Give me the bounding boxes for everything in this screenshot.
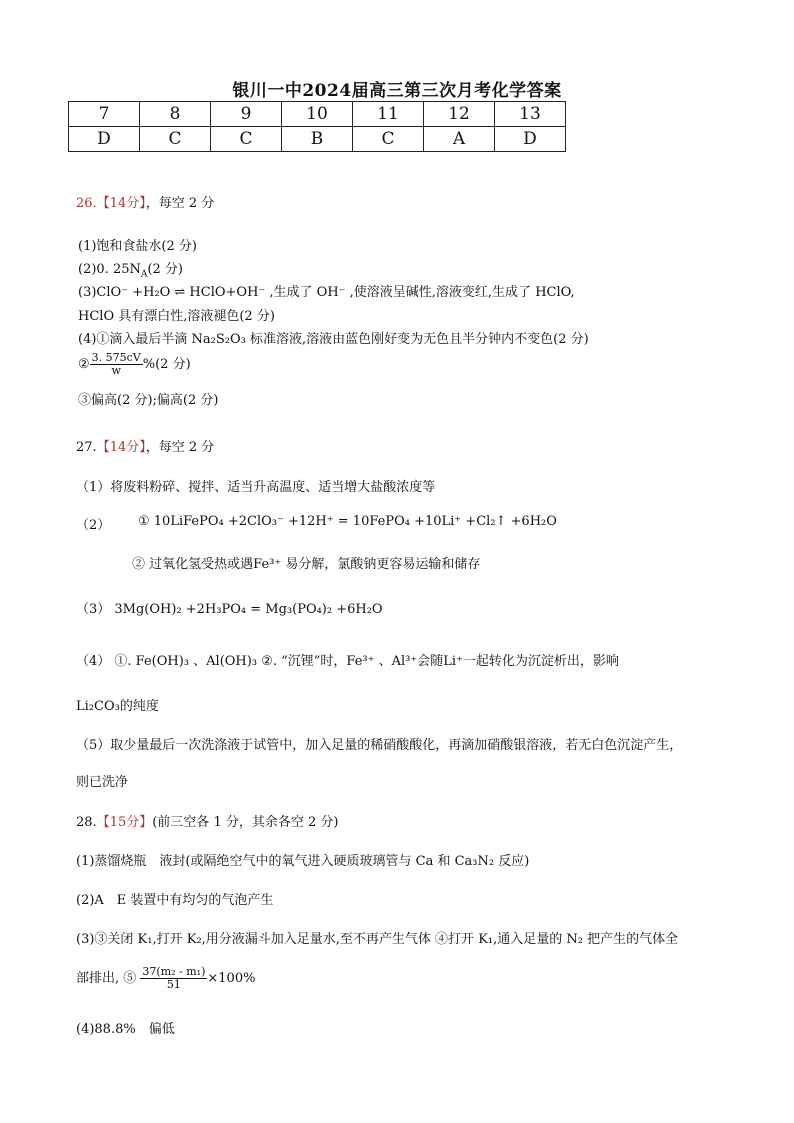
q26-line-1: (1)饱和食盐水(2 分) xyxy=(78,239,197,254)
q26-line-4: HClO 具有漂白性,溶液褪色(2 分) xyxy=(78,309,275,324)
answer-table-answers-row xyxy=(69,127,566,152)
q27-line-5: （4） ①. Fe(OH)₃ 、Al(OH)₃ ②. “沉锂”时，Fe³⁺ 、Al³⁺会随Li⁺一起转化为沉淀析出，影响 xyxy=(76,654,619,669)
q28-note: (前三空各 1 分，其余各空 2 分) xyxy=(152,815,339,830)
question-number-cell: 10 xyxy=(282,102,353,127)
q27-line-3: ② 过氧化氢受热或遇Fe³⁺ 易分解，氯酸钠更容易运输和储存 xyxy=(132,557,481,572)
q27-heading xyxy=(76,436,214,455)
q28-line-2: (2)A E 装置中有均匀的气泡产生 xyxy=(76,893,274,908)
q27-line-8: 则已洗净 xyxy=(76,775,129,790)
answer-table-numbers-row xyxy=(69,102,566,127)
page-title: 银川一中2024届高三第三次月考化学答案 xyxy=(232,81,562,101)
question-number-cell: 13 xyxy=(495,102,566,127)
q27-line-6: Li₂CO₃的纯度 xyxy=(76,699,159,714)
q27-line-7: （5）取少量最后一次洗涤液于试管中，加入足量的稀硝酸酸化，再滴加硝酸银溶液，若无白色沉淀产生， xyxy=(76,738,683,753)
q26-line-6: ② $\frac{3. 575cV}{w}$ %(2 分) xyxy=(78,351,191,377)
q28-number: 28. xyxy=(76,815,97,830)
q28-line-1: (1)蒸馏烧瓶 液封(或隔绝空气中的氧气进入硬质玻璃管与 Ca 和 Ca₃N₂ 反应) xyxy=(76,854,530,869)
question-number-cell: 11 xyxy=(353,102,424,127)
question-number-cell: 7 xyxy=(69,102,140,127)
q27-line-2-label: （2） xyxy=(76,518,111,533)
q26-line-5: (4)①滴入最后半滴 Na₂S₂O₃ 标准溶液,溶液由蓝色刚好变为无色且半分钟内不变色(2 分) xyxy=(78,332,589,347)
answer-cell: C xyxy=(211,127,282,152)
q28-line-5: (4)88.8% 偏低 xyxy=(76,1022,175,1037)
answer-table xyxy=(68,101,566,152)
q28-line-3: (3)③关闭 K₁,打开 K₂,用分液漏斗加入足量水,至不再产生气体 ④打开 K₁,通入足量的 N₂ 把产生的气体全 xyxy=(76,932,679,947)
q26-heading xyxy=(76,192,214,211)
q28-fraction: $\frac{\text{37(m₂ - m₁)}}{51}$ xyxy=(142,965,206,991)
q27-score: 【14分】 xyxy=(96,440,146,455)
question-number-cell: 9 xyxy=(211,102,282,127)
answer-cell: D xyxy=(69,127,140,152)
q26-score: 【14分】 xyxy=(96,196,146,211)
answer-cell: B xyxy=(282,127,353,152)
q28-line-4: 部排出, ⑤ $\frac{\text{37(m₂ - m₁)}}{51}$ ×100% xyxy=(76,965,256,991)
q26-line-2: (2)0. $25N_A(2$ 分) xyxy=(78,262,183,280)
question-number-cell: 8 xyxy=(140,102,211,127)
q27-number: 27. xyxy=(76,440,97,455)
q26-number: 26. xyxy=(76,196,97,211)
q26-line-3: (3)ClO⁻ +H₂O ⇌ HClO+OH⁻ ,生成了 OH⁻ ,使溶液呈碱性,溶液变红,生成了 HClO, xyxy=(78,285,575,300)
q26-fraction: $\frac{3. 575cV}{w}$ xyxy=(91,351,141,377)
answer-cell: C xyxy=(353,127,424,152)
q27-line-2: ① 10LiFePO₄ +2ClO₃⁻ +12H⁺ = 10FePO₄ +10Li⁺ +Cl₂↑ +6H₂O xyxy=(138,514,557,529)
answer-cell: D xyxy=(495,127,566,152)
q27-note: ，每空 2 分 xyxy=(145,440,215,455)
question-number-cell: 12 xyxy=(424,102,495,127)
q27-line-4: （3） 3Mg(OH)₂ +2H₃PO₄ = Mg₃(PO₄)₂ +6H₂O xyxy=(76,602,383,617)
q26-note: ，每空 2 分 xyxy=(145,196,215,211)
q28-score: 【15分】 xyxy=(96,815,153,830)
answer-cell: A xyxy=(424,127,495,152)
q26-line-7: ③偏高(2 分);偏高(2 分) xyxy=(78,393,219,408)
q27-line-1: （1）将废料粉碎、搅拌、适当升高温度、适当增大盐酸浓度等 xyxy=(76,480,436,495)
q28-heading xyxy=(76,811,338,830)
answer-cell: C xyxy=(140,127,211,152)
